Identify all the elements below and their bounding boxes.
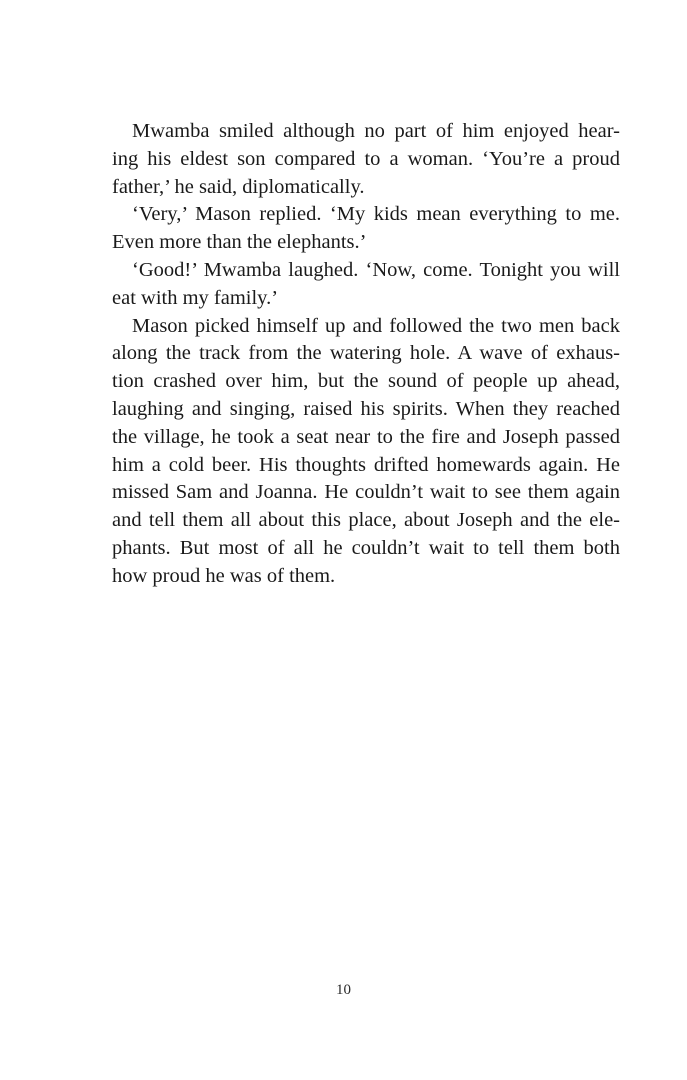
text-line: eat with my family.’ [112,286,279,309]
text-line: Mason picked himself up and followed the two men back [132,314,620,337]
text-line: along the track from the watering hole. A wave of exhaus- [112,342,620,365]
paragraph [112,257,620,313]
paragraph [112,118,620,201]
paragraph [112,201,620,257]
text-line: laughing and singing, raised his spirits. When they reached [112,397,620,420]
text-line: Even more than the elephants.’ [112,231,367,254]
text-line: the village, he took a seat near to the fire and Joseph passed [112,425,620,448]
text-line: ing his eldest son compared to a woman. ‘You’re a proud [112,147,620,170]
text-line: father,’ he said, diplomatically. [112,175,365,198]
text-line: him a cold beer. His thoughts drifted homewards again. He [112,453,620,476]
page-number: 10 [336,982,351,998]
text-line: Mwamba smiled although no part of him enjoyed hear- [132,120,620,142]
text-line: ‘Good!’ Mwamba laughed. ‘Now, come. Tonight you will [132,258,620,281]
text-line: phants. But most of all he couldn’t wait to tell them both [112,536,620,559]
text-line: missed Sam and Joanna. He couldn’t wait to see them again [112,481,620,504]
paragraph [112,313,620,591]
text-line: and tell them all about this place, about Joseph and the ele- [112,509,620,532]
text-line: tion crashed over him, but the sound of people up ahead, [112,370,620,393]
body-text [112,118,620,591]
text-line: how proud he was of them. [112,564,336,587]
text-line: ‘Very,’ Mason replied. ‘My kids mean everything to me. [132,203,620,226]
